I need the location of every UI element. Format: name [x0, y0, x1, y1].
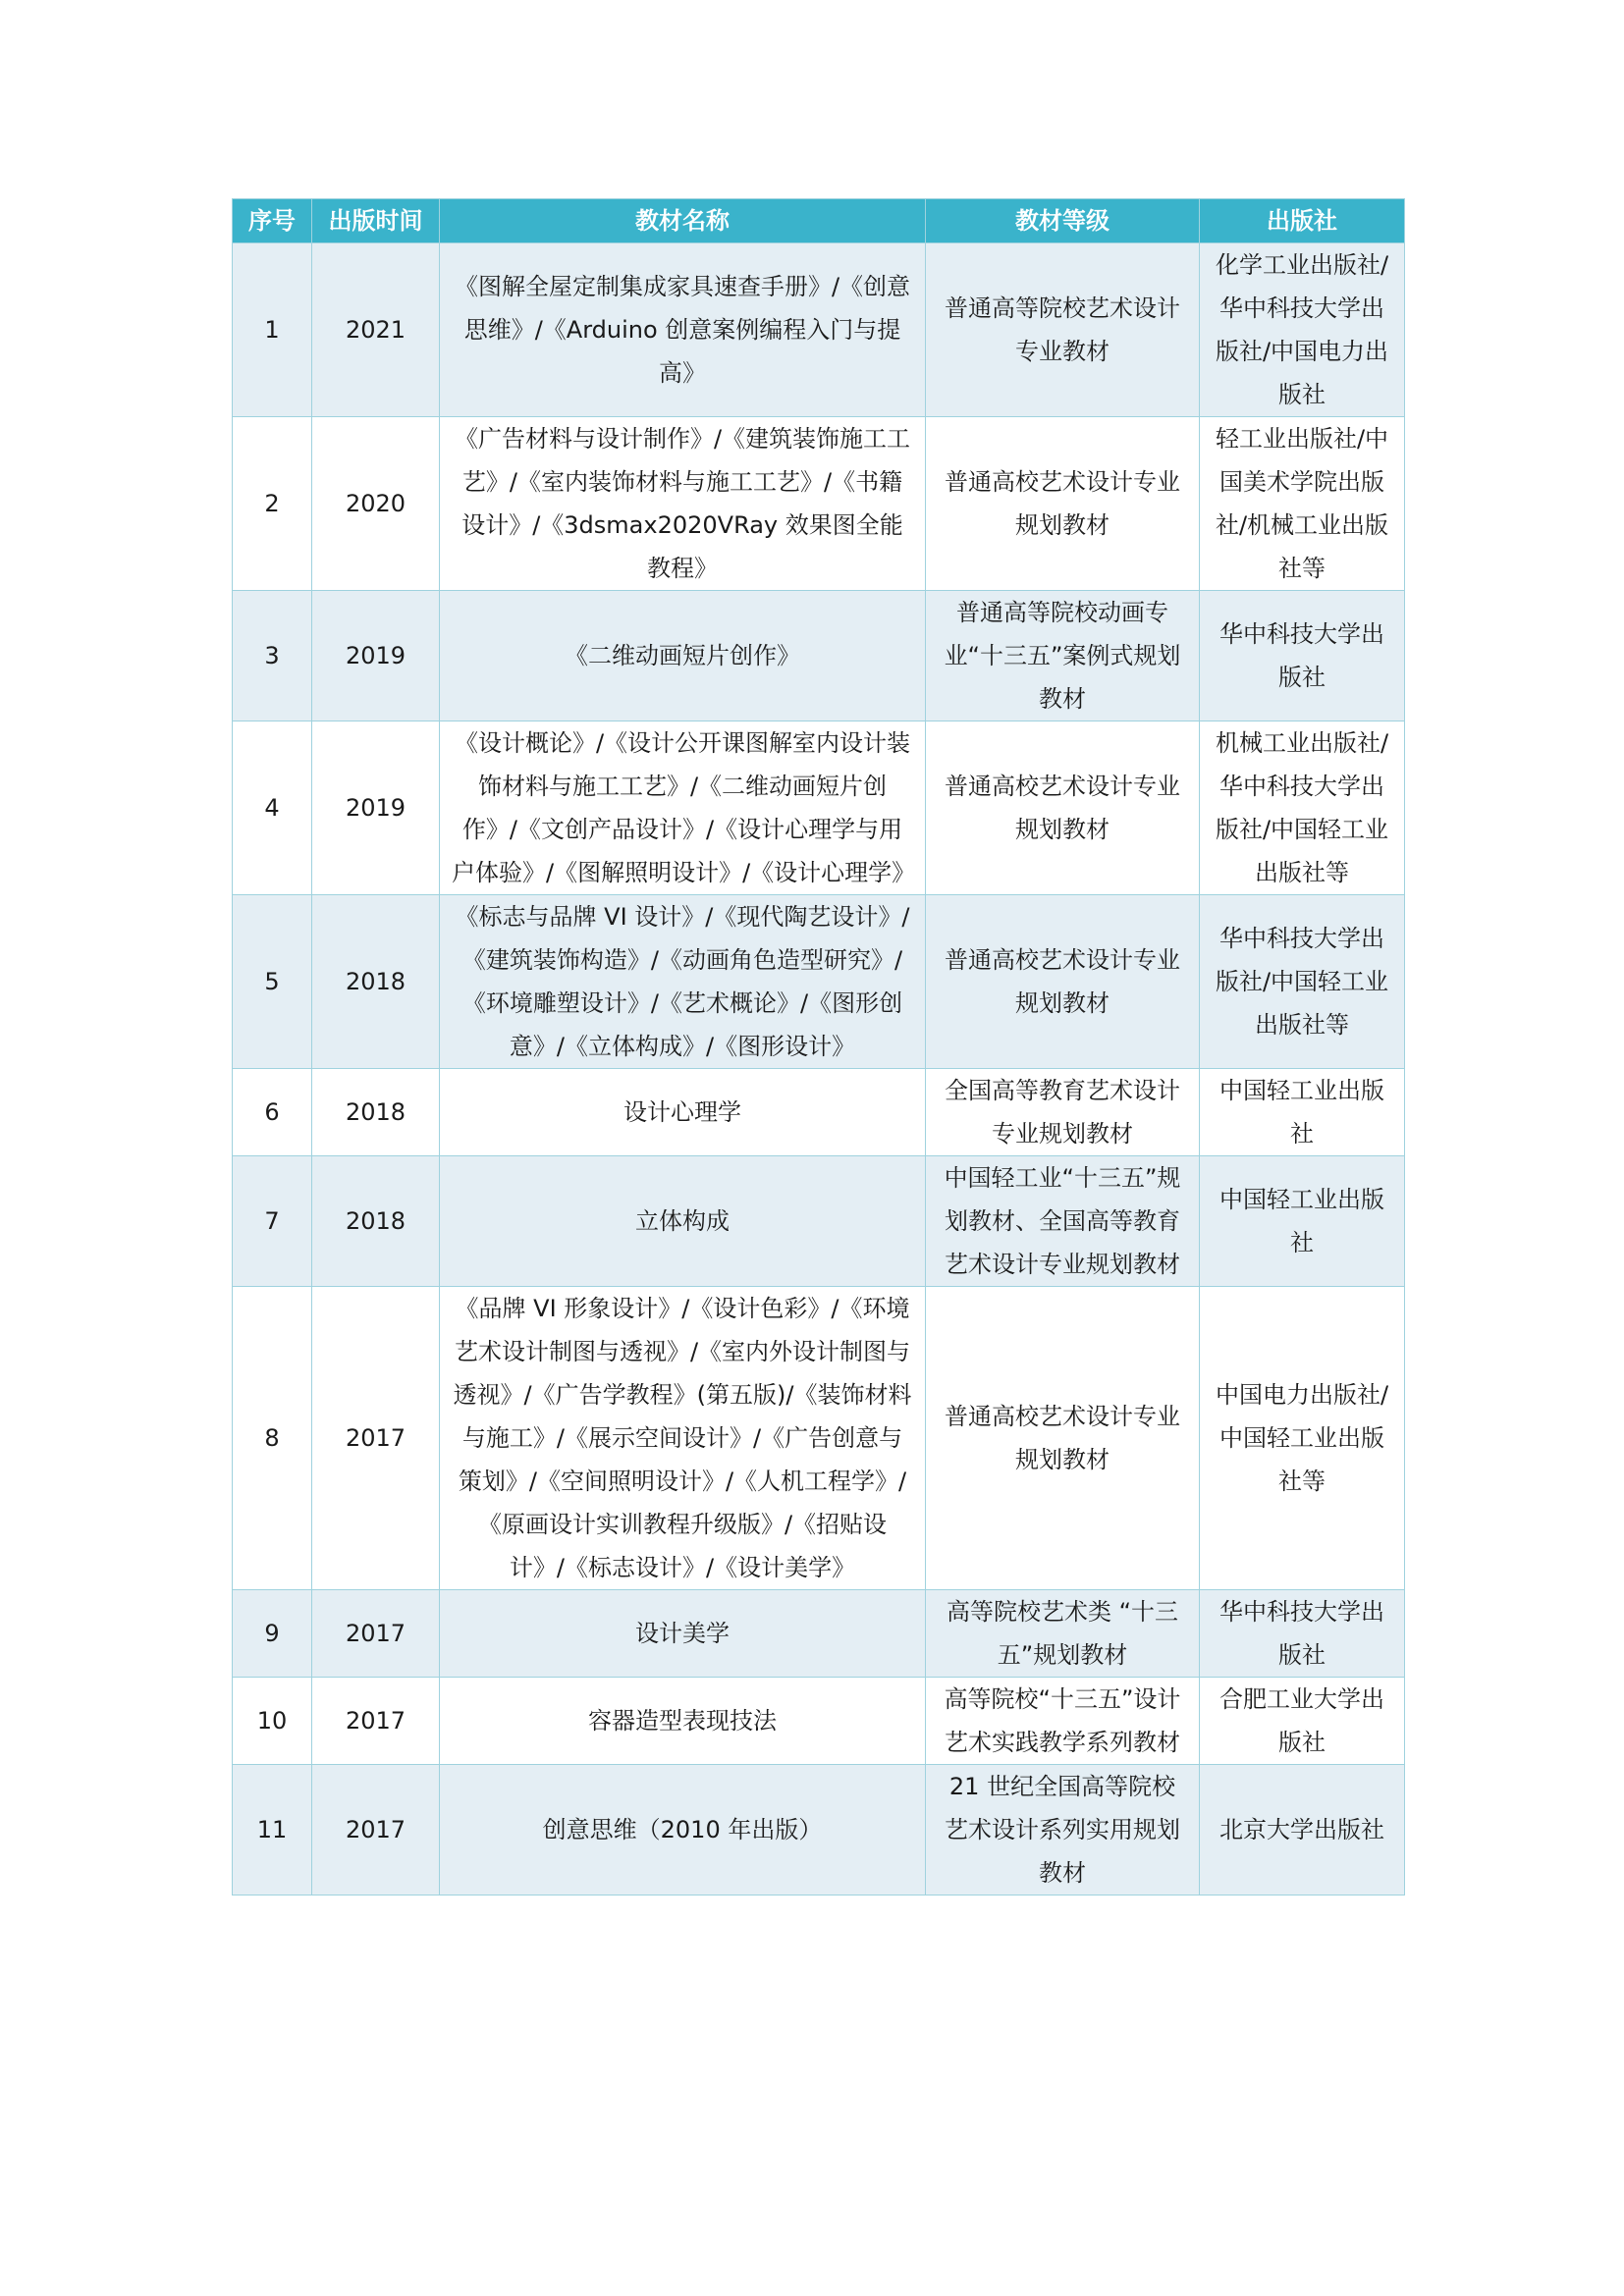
cell-num: 11 — [233, 1765, 312, 1896]
cell-level: 高等院校艺术类 “十三五”规划教材 — [926, 1590, 1200, 1678]
table-row — [233, 1069, 1405, 1156]
cell-publisher: 化学工业出版社/华中科技大学出版社/中国电力出版社 — [1200, 243, 1405, 417]
cell-level: 普通高等院校动画专业“十三五”案例式规划教材 — [926, 591, 1200, 721]
cell-name: 《标志与品牌 VI 设计》/《现代陶艺设计》/《建筑装饰构造》/《动画角色造型研究》/《环境雕塑设计》/《艺术概论》/《图形创意》/《立体构成》/《图形设计》 — [440, 895, 926, 1069]
cell-name: 《图解全屋定制集成家具速查手册》/《创意思维》/《Arduino 创意案例编程入门与提高》 — [440, 243, 926, 417]
cell-year: 2019 — [312, 591, 440, 721]
cell-num: 5 — [233, 895, 312, 1069]
cell-num: 4 — [233, 721, 312, 895]
cell-publisher: 轻工业出版社/中国美术学院出版社/机械工业出版社等 — [1200, 417, 1405, 591]
cell-publisher: 华中科技大学出版社/中国轻工业出版社等 — [1200, 895, 1405, 1069]
cell-num: 2 — [233, 417, 312, 591]
cell-level: 21 世纪全国高等院校艺术设计系列实用规划教材 — [926, 1765, 1200, 1896]
cell-level: 普通高校艺术设计专业规划教材 — [926, 721, 1200, 895]
cell-num: 1 — [233, 243, 312, 417]
cell-name: 《设计概论》/《设计公开课图解室内设计装饰材料与施工工艺》/《二维动画短片创作》/《文创产品设计》/《设计心理学与用户体验》/《图解照明设计》/《设计心理学》 — [440, 721, 926, 895]
cell-name: 《广告材料与设计制作》/《建筑装饰施工工艺》/《室内装饰材料与施工工艺》/《书籍设计》/《3dsmax2020VRay 效果图全能教程》 — [440, 417, 926, 591]
table-row — [233, 591, 1405, 721]
cell-level: 全国高等教育艺术设计专业规划教材 — [926, 1069, 1200, 1156]
cell-name: 容器造型表现技法 — [440, 1678, 926, 1765]
cell-name: 《二维动画短片创作》 — [440, 591, 926, 721]
cell-year: 2021 — [312, 243, 440, 417]
cell-publisher: 北京大学出版社 — [1200, 1765, 1405, 1896]
cell-publisher: 机械工业出版社/华中科技大学出版社/中国轻工业出版社等 — [1200, 721, 1405, 895]
cell-publisher: 华中科技大学出版社 — [1200, 1590, 1405, 1678]
table-row — [233, 895, 1405, 1069]
cell-num: 10 — [233, 1678, 312, 1765]
table-row — [233, 1678, 1405, 1765]
cell-year: 2019 — [312, 721, 440, 895]
cell-publisher: 合肥工业大学出版社 — [1200, 1678, 1405, 1765]
header-name: 教材名称 — [440, 199, 926, 243]
cell-num: 6 — [233, 1069, 312, 1156]
header-num: 序号 — [233, 199, 312, 243]
cell-name: 立体构成 — [440, 1156, 926, 1287]
table-row — [233, 1156, 1405, 1287]
cell-publisher: 中国电力出版社/中国轻工业出版社等 — [1200, 1287, 1405, 1590]
cell-num: 7 — [233, 1156, 312, 1287]
cell-name: 创意思维（2010 年出版） — [440, 1765, 926, 1896]
cell-publisher: 华中科技大学出版社 — [1200, 591, 1405, 721]
table-row — [233, 1590, 1405, 1678]
cell-year: 2018 — [312, 1156, 440, 1287]
cell-num: 3 — [233, 591, 312, 721]
cell-publisher: 中国轻工业出版社 — [1200, 1156, 1405, 1287]
table-row — [233, 417, 1405, 591]
cell-name: 设计美学 — [440, 1590, 926, 1678]
table-row — [233, 1287, 1405, 1590]
cell-name: 《品牌 VI 形象设计》/《设计色彩》/《环境艺术设计制图与透视》/《室内外设计制图与透视》/《广告学教程》(第五版)/《装饰材料与施工》/《展示空间设计》/《广告创意与策划》/《空间照明设计》/《人机工程学》/《原画设计实训教程升级版》/《招贴设计》/《标志设计》/《设计美学》 — [440, 1287, 926, 1590]
cell-year: 2017 — [312, 1765, 440, 1896]
header-publisher: 出版社 — [1200, 199, 1405, 243]
cell-year: 2018 — [312, 895, 440, 1069]
table-row — [233, 721, 1405, 895]
header-level: 教材等级 — [926, 199, 1200, 243]
cell-level: 高等院校“十三五”设计艺术实践教学系列教材 — [926, 1678, 1200, 1765]
cell-publisher: 中国轻工业出版社 — [1200, 1069, 1405, 1156]
cell-year: 2017 — [312, 1678, 440, 1765]
cell-level: 中国轻工业“十三五”规划教材、全国高等教育艺术设计专业规划教材 — [926, 1156, 1200, 1287]
cell-num: 9 — [233, 1590, 312, 1678]
cell-year: 2017 — [312, 1590, 440, 1678]
cell-level: 普通高校艺术设计专业规划教材 — [926, 1287, 1200, 1590]
cell-name: 设计心理学 — [440, 1069, 926, 1156]
header-year: 出版时间 — [312, 199, 440, 243]
table-header-row — [233, 199, 1405, 243]
cell-year: 2018 — [312, 1069, 440, 1156]
cell-level: 普通高校艺术设计专业规划教材 — [926, 895, 1200, 1069]
table-row — [233, 1765, 1405, 1896]
cell-level: 普通高校艺术设计专业规划教材 — [926, 417, 1200, 591]
textbook-table — [232, 198, 1405, 1896]
cell-year: 2020 — [312, 417, 440, 591]
table-row — [233, 243, 1405, 417]
cell-num: 8 — [233, 1287, 312, 1590]
cell-year: 2017 — [312, 1287, 440, 1590]
cell-level: 普通高等院校艺术设计专业教材 — [926, 243, 1200, 417]
